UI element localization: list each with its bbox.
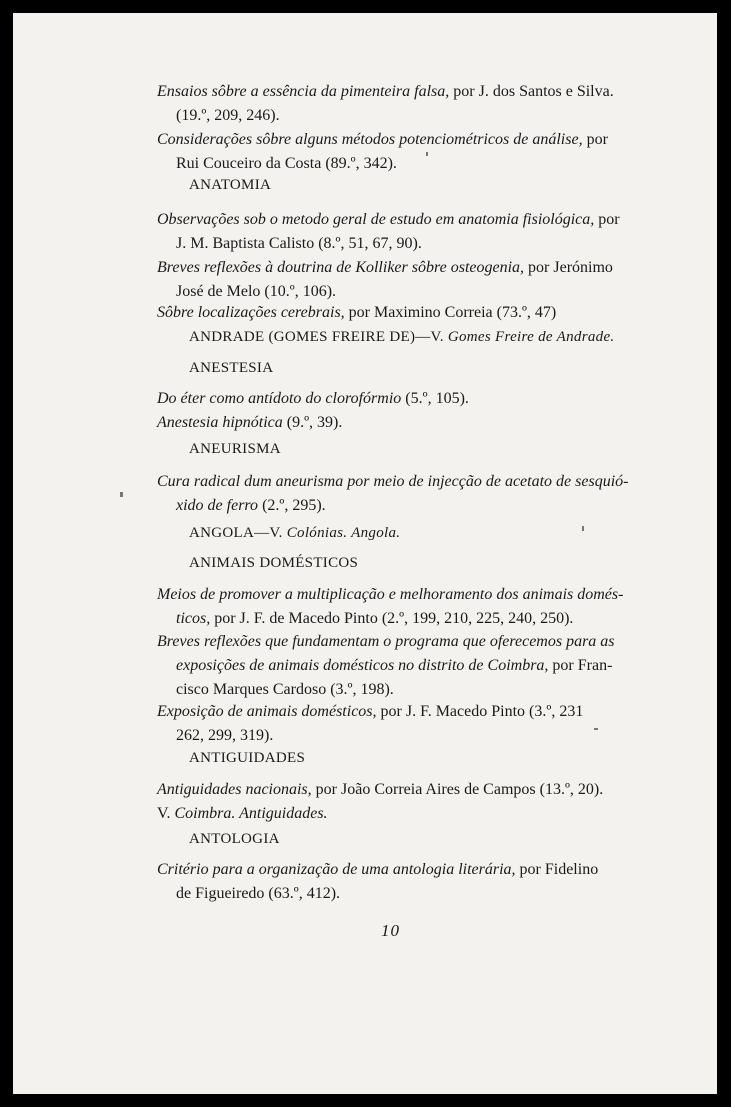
- entry-author: por: [582, 131, 608, 148]
- entry-reference: de Figueiredo (63.º, 412).: [176, 885, 341, 902]
- entry-reference: (19.º, 209, 246).: [176, 107, 280, 124]
- page-number: 10: [381, 921, 400, 940]
- entry-reference: (5.º, 105).: [401, 390, 469, 407]
- entry-title: Considerações sôbre alguns métodos potenciométricos de análise,: [157, 131, 583, 148]
- entry-title: Cura radical dum aneurisma por meio de injecção de acetato de sesquió-: [157, 473, 629, 490]
- heading-text: ANDRADE (GOMES FREIRE DE)—V.: [189, 329, 448, 345]
- entry-author: por Fidelino: [515, 861, 599, 878]
- heading-text: ANGOLA—V.: [189, 525, 287, 541]
- entry-reference: Rui Couceiro da Costa (89.º, 342).: [176, 155, 397, 172]
- section-heading-angola: [189, 525, 400, 542]
- entry-reference: J. M. Baptista Calisto (8.º, 51, 67, 90).: [176, 235, 422, 252]
- entry-title: Breves reflexões que fundamentam o programa que oferecemos para as: [157, 633, 615, 650]
- cross-reference: Coimbra. Antiguidades.: [174, 805, 328, 822]
- index-entry: [157, 470, 639, 518]
- entry-title: Observações sob o metodo geral de estudo em anatomia fisiológica,: [157, 211, 595, 228]
- index-entry: [157, 387, 639, 411]
- entry-author: por: [594, 211, 620, 228]
- document-page: [13, 13, 717, 1094]
- scan-speck: [582, 526, 584, 531]
- entry-title: Breves reflexões à doutrina de Kolliker sôbre osteogenia,: [157, 259, 525, 276]
- scan-speck: [426, 152, 428, 156]
- entry-title-continued: xido de ferro: [176, 497, 259, 514]
- entry-author: por J. F. Macedo Pinto (3.º, 231: [376, 703, 584, 720]
- entry-author: por Jerónimo: [524, 259, 613, 276]
- index-entry: [157, 858, 639, 906]
- entry-title: Antiguidades nacionais,: [157, 781, 312, 798]
- entry-title: Ensaios sôbre a essência da pimenteira falsa,: [157, 83, 450, 100]
- scan-speck: [594, 728, 598, 730]
- index-entry: [157, 583, 639, 631]
- index-entry: [157, 128, 639, 176]
- index-entry: [157, 630, 639, 702]
- index-entry: [157, 700, 639, 748]
- entry-reference: (9.º, 39).: [282, 414, 343, 431]
- entry-title-continued: exposições de animais domésticos no distrito de Coimbra,: [176, 657, 549, 674]
- entry-author: por Fran-: [548, 657, 613, 674]
- entry-reference: José de Melo (10.º, 106).: [176, 283, 337, 300]
- scan-speck: [120, 492, 123, 497]
- index-entry: [157, 301, 639, 325]
- section-heading-animais: ANIMAIS DOMÉSTICOS: [189, 555, 359, 571]
- section-heading-andrade: [189, 329, 614, 346]
- entry-title: Do éter como antídoto do clorofórmio: [157, 390, 402, 407]
- entry-title-continued: ticos,: [176, 610, 211, 627]
- cross-reference: Colónias. Angola.: [286, 525, 401, 541]
- index-entry: [157, 411, 639, 435]
- entry-reference: 262, 299, 319).: [176, 727, 274, 744]
- entry-title: Anestesia hipnótica: [157, 414, 283, 431]
- entry-author: por J. dos Santos e Silva.: [449, 83, 614, 100]
- index-entry: [157, 208, 639, 256]
- section-heading-antologia: ANTOLOGIA: [189, 831, 280, 847]
- section-heading-anestesia: ANESTESIA: [189, 360, 274, 376]
- entry-title: Exposição de animais domésticos,: [157, 703, 377, 720]
- entry-reference: cisco Marques Cardoso (3.º, 198).: [176, 681, 394, 698]
- index-entry: [157, 80, 639, 128]
- entry-title: Meios de promover a multiplicação e melhoramento dos animais domés-: [157, 586, 624, 603]
- entry-author: por João Correia Aires de Campos (13.º, 20).: [311, 781, 604, 798]
- section-heading-anatomia: ANATOMIA: [189, 177, 272, 193]
- entry-reference: (2.º, 295).: [258, 497, 326, 514]
- see-also-prefix: V.: [157, 805, 175, 822]
- entry-title: Sôbre localizações cerebrais,: [157, 304, 345, 321]
- entry-reference: por J. F. de Macedo Pinto (2.º, 199, 210, 225, 240, 250).: [210, 610, 574, 627]
- section-heading-aneurisma: ANEURISMA: [189, 441, 281, 457]
- entry-title: Critério para a organização de uma antologia literária,: [157, 861, 516, 878]
- cross-reference: Gomes Freire de Andrade.: [447, 329, 615, 345]
- index-entry: [157, 256, 639, 304]
- entry-reference: por Maximino Correia (73.º, 47): [344, 304, 557, 321]
- index-entry: [157, 778, 639, 826]
- section-heading-antiguidades: ANTIGUIDADES: [189, 750, 306, 766]
